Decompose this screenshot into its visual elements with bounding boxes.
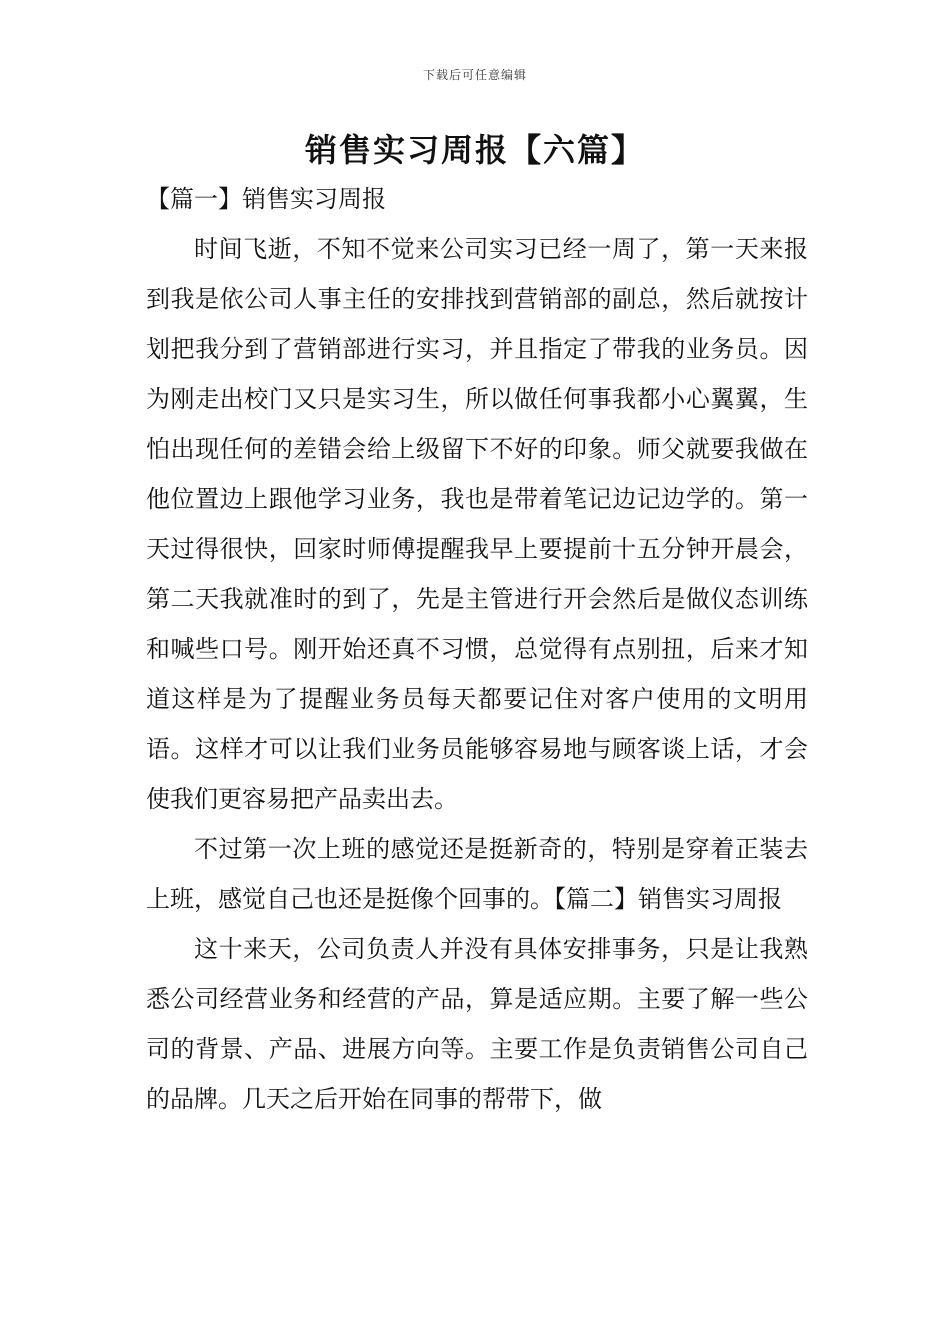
document-title: 销售实习周报【六篇】 [304,131,645,169]
body-paragraph: 不过第一次上班的感觉还是挺新奇的，特别是穿着正装去上班，感觉自己也还是挺像个回事的。【篇二】销售实习周报 [146,835,808,913]
section-heading: 【篇一】销售实习周报 [146,185,386,213]
body-paragraph: 时间飞逝，不知不觉来公司实习已经一周了，第一天来报到我是依公司人事主任的安排找到营销部的副总，然后就按计划把我分到了营销部进行实习，并且指定了带我的业务员。因为刚走出校门又只是实习生，所以做任何事我都小心翼翼，生怕出现任何的差错会给上级留下不好的印象。师父就要我做在他位置边上跟他学习业务，我也是带着笔记边记边学的。第一天过得很快，回家时师傅提醒我早上要提前十五分钟开晨会，第二天我就准时的到了，先是主管进行开会然后是做仪态训练和喊些口号。刚开始还真不习惯，总觉得有点别扭，后来才知道这样是为了提醒业务员每天都要记住对客户使用的文明用语。这样才可以让我们业务员能够容易地与顾客谈上话，才会使我们更容易把产品卖出去。 [146,235,808,813]
document-body [146,174,808,1124]
body-paragraph: 这十来天，公司负责人并没有具体安排事务，只是让我熟悉公司经营业务和经营的产品，算是适应期。主要了解一些公司的背景、产品、进展方向等。主要工作是负责销售公司自己的品牌。几天之后开始在同事的帮带下，做 [146,935,808,1113]
page-header-note: 下载后可任意编辑 [422,68,527,82]
